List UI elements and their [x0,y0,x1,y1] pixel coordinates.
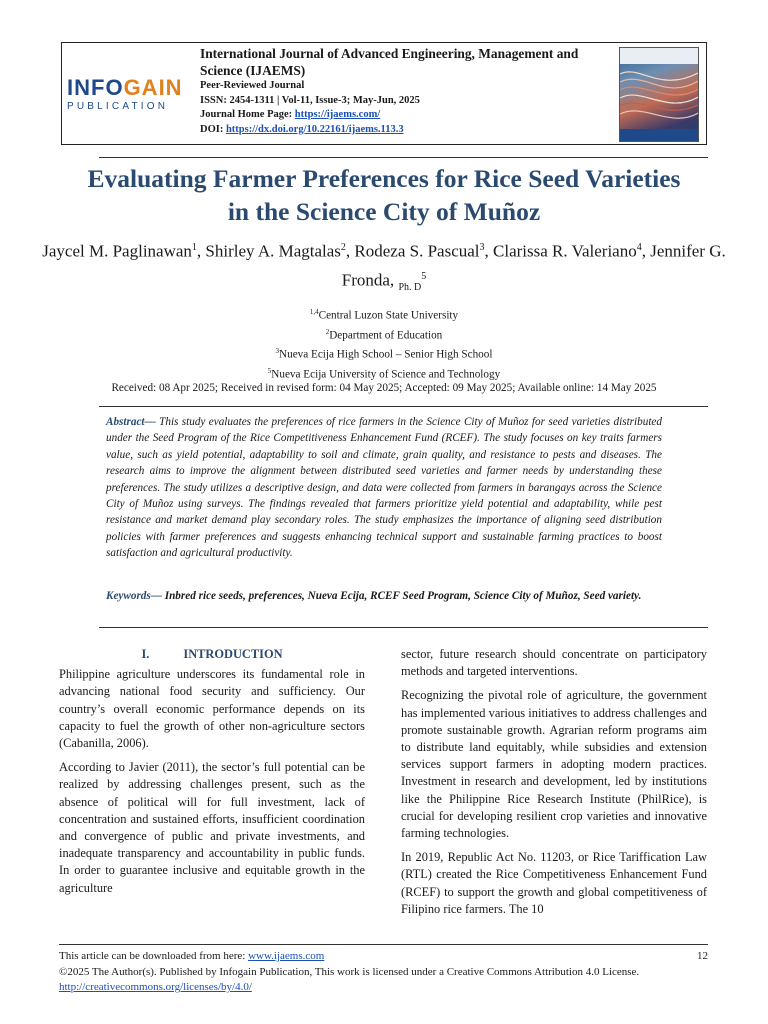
affiliation-item: $^5$Nueva Ecija University of Science and Technology [267,367,501,381]
page-number: 12 [697,950,708,962]
homepage-line: Journal Home Page: https://ijaems.com/ [200,109,381,120]
journal-header [61,42,707,145]
journal-info [200,45,620,137]
cover-footer-band [620,129,698,141]
divider [99,157,708,158]
affiliations [60,304,708,383]
journal-cover-image [619,47,699,142]
download-link[interactable]: www.ijaems.com [248,950,325,962]
keywords-label: Keywords [106,590,151,602]
publication-dates: Received: 08 Apr 2025; Received in revised form: 04 May 2025; Accepted: 09 May 2025; Available online: 14 May 2025 [111,382,657,394]
section-heading: I. INTRODUCTION [141,647,283,661]
keywords: Keywords— Inbred rice seeds, preferences, Nueva Ecija, RCEF Seed Program, Science City of Muñoz, Seed variety. [106,590,642,602]
affiliation-item: $^{1,4}$Central Luzon State University [309,308,459,322]
download-line: This article can be downloaded from here: www.ijaems.com [59,950,325,962]
right-column [401,646,707,925]
body-paragraph: In 2019, Republic Act No. 11203, or Rice Tariffication Law (RTL) created the Rice Competitiveness Enhancement Fund (RCEF) to support the growth and global competitiveness of Filipino rice farmers. The 10 [401,850,707,916]
homepage-link[interactable]: https://ijaems.com/ [294,109,381,120]
page-footer [59,949,708,996]
abstract-text: This study evaluates the preferences of rice farmers in the Science City of Muñoz for seed varieties distributed under the Seed Program of the Rice Competitiveness Enhancement Fund (RCEF). The study focuses on key traits farmers value, such as yield potential, adaptability to soil and climate, grain quality, and resistance to pests and diseases. The research aims to improve the alignment between distributed seed varieties and farmer needs by understanding these preferences. The study utilizes a descriptive design, and data were collected from farmers in barangays across the Science City of Muñoz using surveys. The findings revealed that farmers prioritize yield potential and adaptability, while pest resistance and market demand play secondary roles. The study emphasizes the importance of aligning seed distribution policies with farmer preferences and suggests enhancing technical support and sustainable farming practices to boost satisfaction and agricultural productivity. [106,416,662,560]
license-link[interactable]: http://creativecommons.org/licenses/by/4.0/ [59,981,252,993]
paper-title: Evaluating Farmer Preferences for Rice Seed Varieties in the Science City of Muñoz [87,164,681,226]
issn-line: ISSN: 2454-1311 | Vol-11, Issue-3; May-Jun, 2025 [200,94,420,106]
cover-title-band [620,48,698,64]
abstract: Abstract— This study evaluates the preferences of rice farmers in the Science City of Muñoz for seed varieties distributed under the Seed Program of the Rice Competitiveness Enhancement Fund (RCEF). The study focuses on key traits farmers value, such as yield potential, adaptability to soil and climate, grain quality, and resistance to pests and diseases. The research aims to improve the alignment between distributed seed varieties and farmer needs by understanding these preferences. The study utilizes a descriptive design, and data were collected from farmers in barangays across the Science City of Muñoz using surveys. The findings revealed that farmers prioritize yield potential and adaptability, while pest resistance and market demand play secondary roles. The study emphasizes the importance of aligning seed distribution policies with farmer preferences and suggests enhancing technical support and sustainable farming practices to boost satisfaction and agricultural productivity. [106,416,662,560]
peer-reviewed-label: Peer-Reviewed Journal [200,80,305,91]
abstract-label: Abstract [106,416,145,428]
affiliation-item: $^2$Department of Education [325,327,443,342]
journal-title: International Journal of Advanced Engineering, Management and Science (IJAEMS) [200,46,579,78]
body-paragraph: According to Javier (2011), the sector’s full potential can be realized by addressing challenges present, such as the absence of political will for full investment, lack of concentration and sustained efforts, insufficient coordination and convergence of public and private investments, and inadequate transparency and accountability in public funds. In order to guarantee inclusive and equitable growth in the agriculture [59,760,365,895]
left-column [59,646,365,904]
body-paragraph: sector, future research should concentrate on participatory methods and targeted interventions. [401,647,707,679]
license-line: ©2025 The Author(s). Published by Infogain Publication, This work is licensed under a Creative Commons Attribution 4.0 License. http://creativecommons.org/licenses/by/4.0/ [59,965,640,993]
body-paragraph: Recognizing the pivotal role of agriculture, the government has implemented various initiatives to address challenges and promote sustainable growth. Agrarian reform programs aim to distribute land equitably, while subsidies and extension services support farmers in adopting modern practices. Investment in research and development, led by institutions like the Philippine Rice Research Institute (PhilRice), is crucial for developing resilient crop varieties and innovative farming technologies. [401,688,707,841]
divider [99,627,708,628]
author-list: Jaycel M. Paglinawan$^1$, Shirley A. Magtalas$^2$, Rodeza S. Pascual$^3$, Clarissa R. Valeriano$^4$, Jennifer G. Fronda, $_{Ph. D}^5$ [42,241,726,293]
affiliation-item: $^3$Nueva Ecija High School – Senior High School [275,347,493,362]
body-paragraph: Philippine agriculture underscores its fundamental role in advancing national food security and sufficiency. Our country’s overall economic performance depends on its capacity to fuel the growth of other non-agriculture sectors (Cabanilla, 2006). [59,667,365,751]
doi-line: DOI: https://dx.doi.org/10.22161/ijaems.113.3 [200,123,404,135]
keywords-text: Inbred rice seeds, preferences, Nueva Ecija, RCEF Seed Program, Science City of Muñoz, Seed variety. [164,590,642,602]
cover-art [620,64,699,134]
footer-divider [59,944,708,945]
divider [99,406,708,407]
publisher-logo: INFOGAIN PUBLICATION [67,75,183,112]
doi-link[interactable]: https://dx.doi.org/10.22161/ijaems.113.3 [225,123,404,135]
